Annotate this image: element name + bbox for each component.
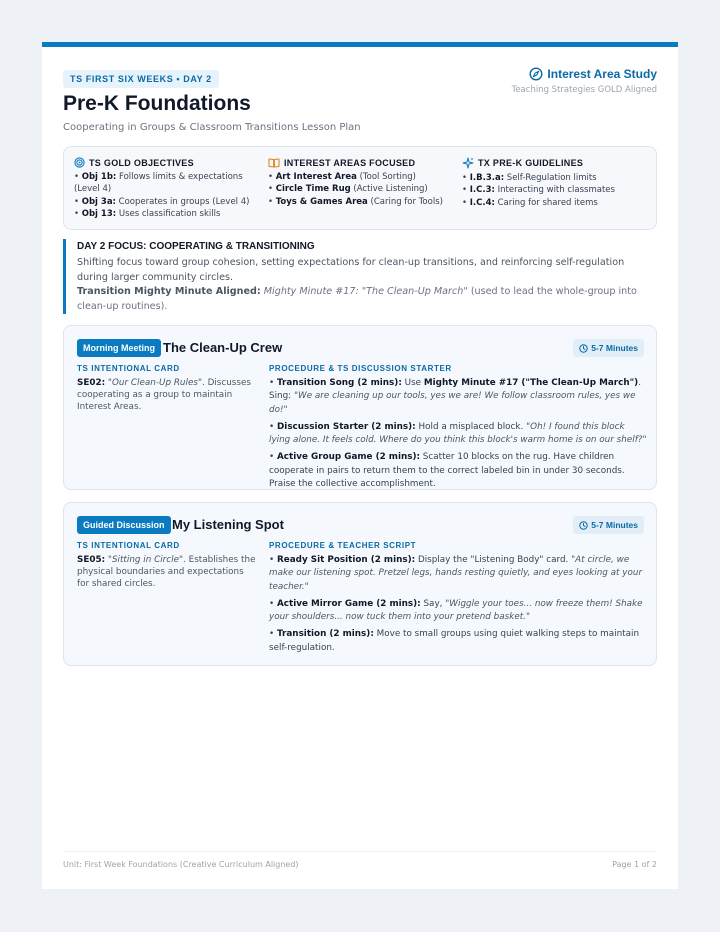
procedure-label: PROCEDURE & TS DISCUSSION STARTER: [269, 364, 452, 373]
interest-area-item: • Toys & Games Area (Caring for Tools): [268, 196, 443, 207]
focus-text: Shifting focus toward group cohesion, setting expectations for clean-up transitions, and reinforcing self-regulation during larger community circles.: [77, 257, 625, 283]
procedure-step: • Discussion Starter (2 mins): Hold a misplaced block. "Oh! I found this block lying alone. It feels cold. Where do you think this block's warm home is on our shelf?": [269, 421, 647, 446]
procedure-step: • Transition Song (2 mins): Use Mighty Minute #17 ("The Clean-Up March"). Sing: "We are cleaning up our tools, yes we are! We follow classroom rules, yes we do!": [269, 378, 642, 415]
brand-subtitle: Teaching Strategies GOLD Aligned: [511, 85, 657, 95]
duration-badge: 5-7 Minutes: [573, 516, 644, 534]
page-title: Pre-K Foundations: [63, 92, 251, 115]
activity-type-pill: Morning Meeting: [77, 339, 161, 357]
footer-unit: Unit: First Week Foundations (Creative Curriculum Aligned): [63, 860, 299, 869]
day-focus-callout: [63, 239, 657, 314]
activity-title: The Clean-Up Crew: [163, 340, 283, 355]
guideline-item: • I.C.4: Caring for shared items: [462, 197, 598, 208]
procedure-step: • Active Mirror Game (2 mins): Say, "Wiggle your toes... now freeze them! Shake your shoulders... now tuck them into your pretend basket.": [269, 598, 643, 623]
activity-type-pill: Guided Discussion: [77, 516, 171, 534]
brand: [529, 67, 657, 81]
interest-areas-column: [268, 157, 462, 229]
target-icon: [74, 157, 85, 168]
week-day-badge: TS FIRST SIX WEEKS • DAY 2: [63, 70, 219, 88]
book-icon: [268, 157, 280, 168]
intentional-card-description: SE02: "Our Clean-Up Rules". Discusses cooperating as a group to maintain Interest Areas.: [77, 378, 251, 412]
interest-area-item: • Art Interest Area (Tool Sorting): [268, 172, 416, 182]
intentional-card-description: SE05: "Sitting in Circle". Establishes the physical boundaries and expectations for shared circles.: [77, 555, 256, 589]
lesson-plan-page: [42, 42, 678, 889]
focus-heading: DAY 2 FOCUS: COOPERATING & TRANSITIONING: [77, 241, 315, 252]
objective-item: • Obj 3a: Cooperates in groups (Level 4): [74, 196, 250, 207]
objectives-panel: [63, 146, 657, 230]
activity-card-clean-up-crew: [63, 325, 657, 490]
interest-areas-heading: INTEREST AREAS FOCUSED: [268, 157, 454, 168]
procedure-steps: [269, 377, 647, 495]
gold-objectives-heading: TS GOLD OBJECTIVES: [74, 157, 260, 168]
activity-title: My Listening Spot: [172, 517, 284, 532]
procedure-step: • Ready Sit Position (2 mins): Display the "Listening Body" card. "At circle, we make our listening spot. Pretzel legs, hands resting quietly, and eyes looking at your teacher.": [269, 555, 643, 592]
compass-icon: [529, 67, 543, 81]
procedure-label: PROCEDURE & TEACHER SCRIPT: [269, 541, 417, 550]
objective-item: • Obj 1b: Follows limits & expectations (Level 4): [74, 172, 243, 195]
intentional-card-label: TS INTENTIONAL CARD: [77, 541, 180, 550]
duration-badge: 5-7 Minutes: [573, 339, 644, 357]
guideline-item: • I.B.3.a: Self-Regulation limits: [462, 173, 597, 183]
intentional-card-label: TS INTENTIONAL CARD: [77, 364, 180, 373]
objective-item: • Obj 13: Uses classification skills: [74, 208, 221, 219]
guideline-item: • I.C.3: Interacting with classmates: [462, 185, 615, 196]
activity-card-listening-spot: [63, 502, 657, 666]
gold-objectives-column: [74, 157, 268, 229]
clock-icon: [579, 344, 588, 353]
brand-name: Interest Area Study: [547, 67, 657, 81]
page-subtitle: Cooperating in Groups & Classroom Transitions Lesson Plan: [63, 122, 361, 133]
transition-note: Transition Mighty Minute Aligned: Mighty Minute #17: "The Clean-Up March" (used to lead the whole-group into clean-up routines).: [77, 286, 637, 312]
interest-area-item: • Circle Time Rug (Active Listening): [268, 184, 428, 195]
procedure-steps: [269, 554, 647, 659]
procedure-step: • Active Group Game (2 mins): Scatter 10 blocks on the rug. Have children cooperate in pairs to return them to the correct labeled bin in under 30 seconds. Praise the collective accomplishment.: [269, 452, 625, 490]
page-number: Page 1 of 2: [612, 860, 657, 869]
clock-icon: [579, 521, 588, 530]
procedure-step: • Transition (2 mins): Move to small groups using quiet walking steps to maintain self-regulation.: [269, 629, 640, 653]
guidelines-column: [462, 157, 646, 229]
guidelines-heading: TX PRE-K GUIDELINES: [462, 157, 638, 169]
sparkles-icon: [462, 157, 474, 169]
footer-divider: [63, 851, 657, 852]
